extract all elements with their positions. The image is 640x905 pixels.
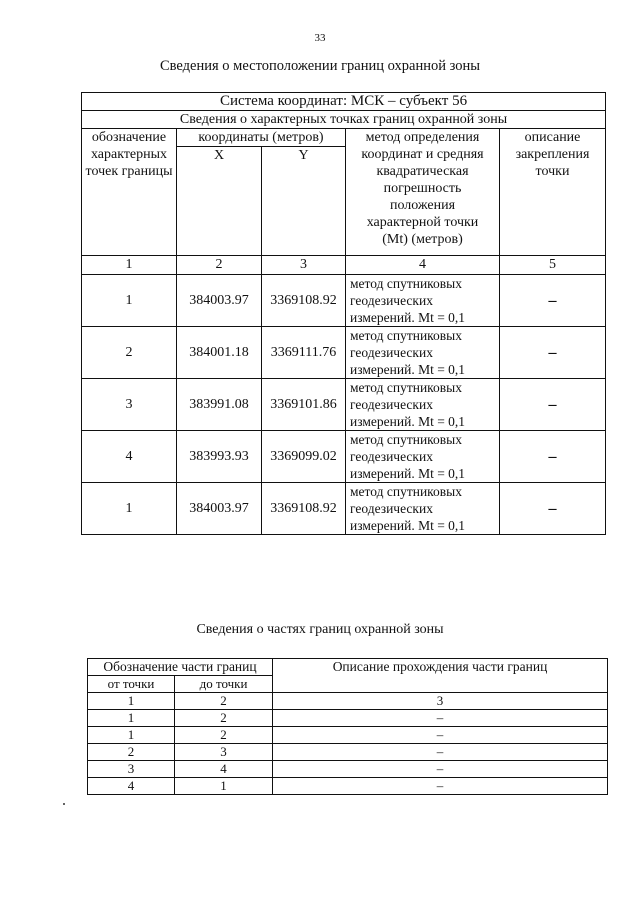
to-cell: 2 bbox=[175, 693, 273, 710]
col-number-2: 2 bbox=[177, 256, 262, 275]
table-row bbox=[82, 431, 606, 483]
section-title-parts: Сведения о частях границ охранной зоны bbox=[196, 622, 444, 637]
table-row bbox=[88, 710, 608, 727]
table-row bbox=[82, 379, 606, 431]
header-coordinates: координаты (метров) bbox=[177, 129, 346, 147]
table-row bbox=[82, 327, 606, 379]
from-cell: 3 bbox=[88, 761, 175, 778]
to-cell: 3 bbox=[175, 744, 273, 761]
point-cell: 4 bbox=[82, 431, 177, 483]
y-cell: 3369099.02 bbox=[262, 431, 346, 483]
x-cell: 383993.93 bbox=[177, 431, 262, 483]
page-number: 33 bbox=[314, 32, 326, 44]
header-from-point: от точки bbox=[88, 676, 175, 693]
boundary-points-subtitle: Сведения о характерных точках границ охранной зоны bbox=[82, 111, 606, 129]
method-cell: метод спутниковых геодезических измерений. Mt = 0,1 bbox=[346, 327, 500, 379]
table-row bbox=[88, 778, 608, 795]
header-x: X bbox=[177, 147, 262, 256]
description-cell: – bbox=[500, 483, 606, 535]
from-cell: 2 bbox=[88, 744, 175, 761]
point-cell: 3 bbox=[82, 379, 177, 431]
y-cell: 3369101.86 bbox=[262, 379, 346, 431]
description-cell: – bbox=[500, 275, 606, 327]
part-description-cell: – bbox=[273, 727, 608, 744]
part-description-cell: – bbox=[273, 778, 608, 795]
table-row bbox=[88, 744, 608, 761]
from-cell: 4 bbox=[88, 778, 175, 795]
coord-system-header: Система координат: МСК – субъект 56 bbox=[82, 93, 606, 111]
to-cell: 2 bbox=[175, 710, 273, 727]
table-row bbox=[82, 483, 606, 535]
col-number-3: 3 bbox=[262, 256, 346, 275]
scan-speck bbox=[63, 803, 65, 805]
header-point-designation: обозначение характерных точек границы bbox=[82, 129, 177, 256]
header-part-description: Описание прохождения части границ bbox=[273, 659, 608, 693]
header-to-point: до точки bbox=[175, 676, 273, 693]
part-description-cell: 3 bbox=[273, 693, 608, 710]
to-cell: 1 bbox=[175, 778, 273, 795]
method-cell: метод спутниковых геодезических измерений. Mt = 0,1 bbox=[346, 275, 500, 327]
from-cell: 1 bbox=[88, 727, 175, 744]
to-cell: 2 bbox=[175, 727, 273, 744]
table-row bbox=[82, 275, 606, 327]
method-cell: метод спутниковых геодезических измерений. Mt = 0,1 bbox=[346, 483, 500, 535]
x-cell: 384001.18 bbox=[177, 327, 262, 379]
boundary-parts-table bbox=[87, 658, 608, 795]
to-cell: 4 bbox=[175, 761, 273, 778]
part-description-cell: – bbox=[273, 744, 608, 761]
description-cell: – bbox=[500, 379, 606, 431]
col-number-5: 5 bbox=[500, 256, 606, 275]
x-cell: 383991.08 bbox=[177, 379, 262, 431]
method-cell: метод спутниковых геодезических измерений. Mt = 0,1 bbox=[346, 379, 500, 431]
col-number-1: 1 bbox=[82, 256, 177, 275]
point-cell: 2 bbox=[82, 327, 177, 379]
header-part-designation: Обозначение части границ bbox=[88, 659, 273, 676]
description-cell: – bbox=[500, 327, 606, 379]
part-description-cell: – bbox=[273, 761, 608, 778]
from-cell: 1 bbox=[88, 710, 175, 727]
table-row bbox=[88, 693, 608, 710]
header-description: описание закрепления точки bbox=[500, 129, 606, 256]
header-method: метод определения координат и средняя квадратическая погрешность положения характерной точки (Mt) (метров) bbox=[346, 129, 500, 256]
y-cell: 3369108.92 bbox=[262, 275, 346, 327]
from-cell: 1 bbox=[88, 693, 175, 710]
method-cell: метод спутниковых геодезических измерений. Mt = 0,1 bbox=[346, 431, 500, 483]
x-cell: 384003.97 bbox=[177, 275, 262, 327]
col-number-4: 4 bbox=[346, 256, 500, 275]
boundary-points-table bbox=[81, 92, 606, 535]
section-title-location: Сведения о местоположении границ охранной зоны bbox=[159, 58, 480, 74]
part-description-cell: – bbox=[273, 710, 608, 727]
y-cell: 3369111.76 bbox=[262, 327, 346, 379]
point-cell: 1 bbox=[82, 275, 177, 327]
table-row bbox=[88, 761, 608, 778]
y-cell: 3369108.92 bbox=[262, 483, 346, 535]
x-cell: 384003.97 bbox=[177, 483, 262, 535]
point-cell: 1 bbox=[82, 483, 177, 535]
table-row bbox=[88, 727, 608, 744]
description-cell: – bbox=[500, 431, 606, 483]
header-y: Y bbox=[262, 147, 346, 256]
